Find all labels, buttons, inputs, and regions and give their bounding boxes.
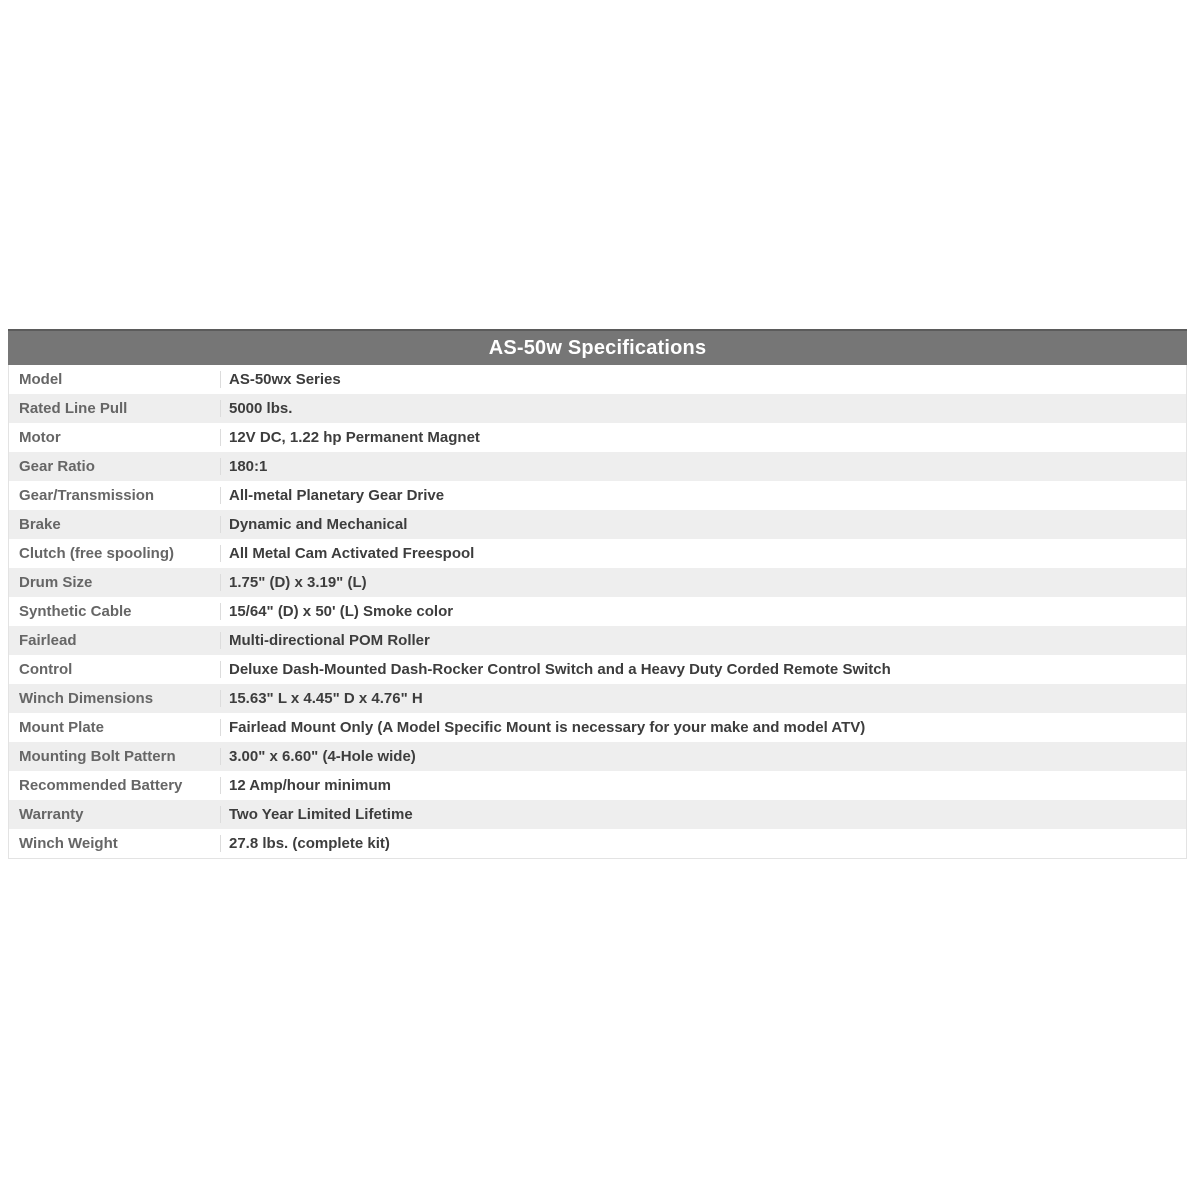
table-row — [9, 510, 1186, 539]
spec-label: Motor — [9, 429, 221, 446]
table-row — [9, 655, 1186, 684]
spec-label: Control — [9, 661, 221, 678]
table-row — [9, 394, 1186, 423]
spec-value: 12V DC, 1.22 hp Permanent Magnet — [229, 429, 480, 446]
spec-value: 12 Amp/hour minimum — [229, 777, 391, 794]
spec-value: Dynamic and Mechanical — [229, 516, 408, 533]
spec-label: Brake — [9, 516, 221, 533]
table-row — [9, 539, 1186, 568]
specifications-table-body — [8, 365, 1187, 859]
spec-label: Mounting Bolt Pattern — [9, 748, 221, 765]
table-row — [9, 423, 1186, 452]
spec-value: 180:1 — [229, 458, 268, 475]
spec-value: Deluxe Dash-Mounted Dash-Rocker Control Switch and a Heavy Duty Corded Remote Switch — [229, 661, 891, 678]
spec-value: 15/64" (D) x 50' (L) Smoke color — [229, 603, 454, 620]
table-row — [9, 800, 1186, 829]
table-row — [9, 684, 1186, 713]
spec-value: Fairlead Mount Only (A Model Specific Mount is necessary for your make and model ATV) — [229, 719, 866, 736]
spec-value: 27.8 lbs. (complete kit) — [229, 835, 390, 852]
table-row — [9, 742, 1186, 771]
spec-value: 5000 lbs. — [229, 400, 293, 417]
table-row — [9, 626, 1186, 655]
spec-value: 3.00" x 6.60" (4-Hole wide) — [229, 748, 416, 765]
spec-label: Drum Size — [9, 574, 221, 591]
spec-label: Synthetic Cable — [9, 603, 221, 620]
spec-label: Recommended Battery — [9, 777, 221, 794]
table-row — [9, 771, 1186, 800]
spec-value: Multi-directional POM Roller — [229, 632, 430, 649]
table-row — [9, 452, 1186, 481]
spec-label: Winch Dimensions — [9, 690, 221, 707]
spec-value: 1.75" (D) x 3.19" (L) — [229, 574, 367, 591]
spec-value: 15.63" L x 4.45" D x 4.76" H — [229, 690, 423, 707]
table-row — [9, 365, 1186, 394]
specifications-table-title: AS-50w Specifications — [8, 329, 1187, 365]
table-row — [9, 568, 1186, 597]
spec-label: Winch Weight — [9, 835, 221, 852]
spec-label: Rated Line Pull — [9, 400, 221, 417]
spec-label: Clutch (free spooling) — [9, 545, 221, 562]
spec-label: Gear/Transmission — [9, 487, 221, 504]
spec-value: All Metal Cam Activated Freespool — [229, 545, 475, 562]
spec-label: Gear Ratio — [9, 458, 221, 475]
table-row — [9, 713, 1186, 742]
spec-label: Mount Plate — [9, 719, 221, 736]
spec-label: Model — [9, 371, 221, 388]
spec-value: All-metal Planetary Gear Drive — [229, 487, 445, 504]
table-row — [9, 481, 1186, 510]
spec-label: Warranty — [9, 806, 221, 823]
spec-value: Two Year Limited Lifetime — [229, 806, 413, 823]
table-row — [9, 829, 1186, 858]
table-row — [9, 597, 1186, 626]
spec-label: Fairlead — [9, 632, 221, 649]
specifications-table — [8, 329, 1187, 859]
spec-value: AS-50wx Series — [229, 371, 341, 388]
